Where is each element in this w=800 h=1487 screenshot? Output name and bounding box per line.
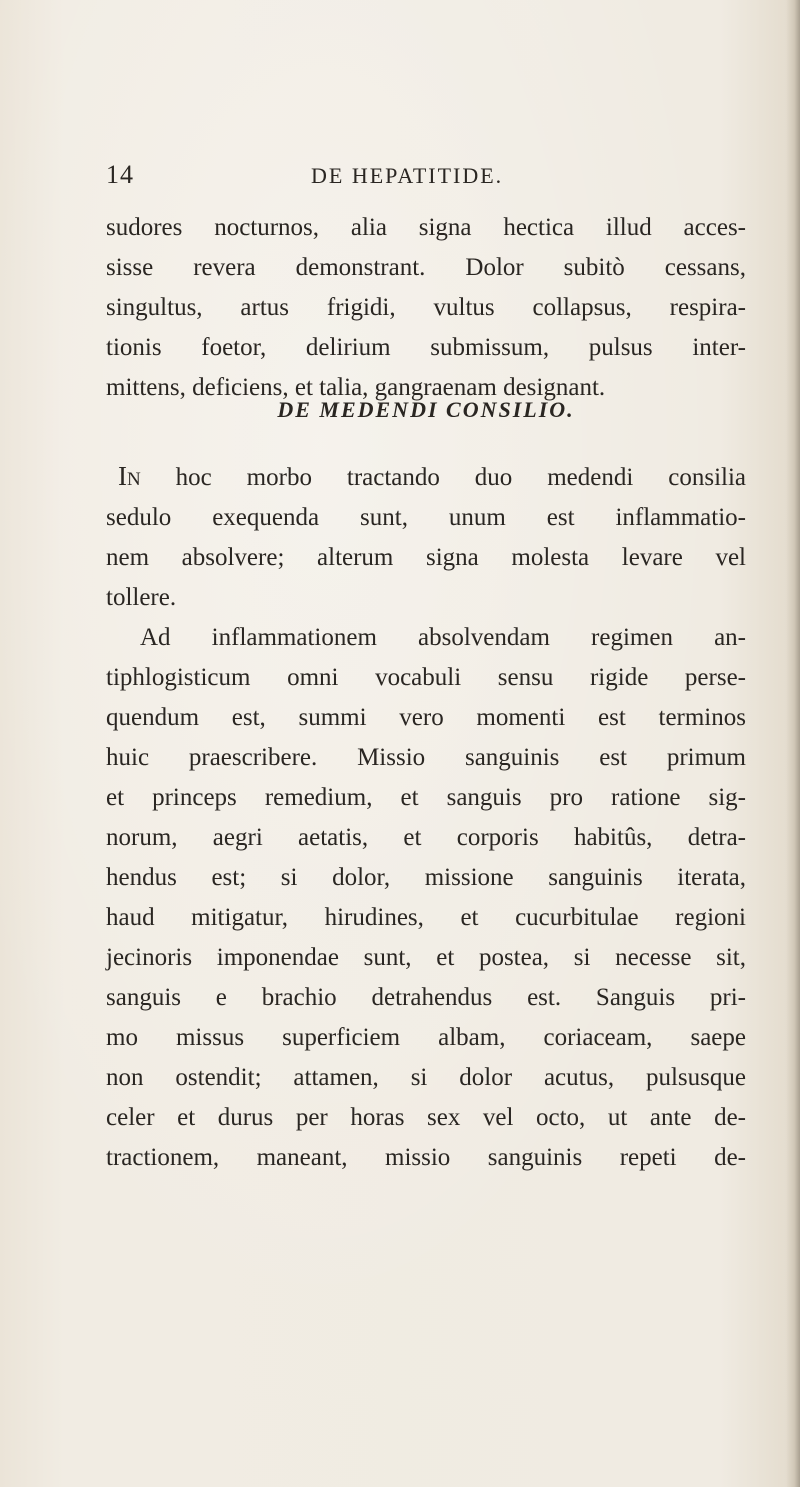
text-line: quendum est, summi vero momenti est terminos [106, 704, 746, 731]
text-line: sanguis e brachio detrahendus est. Sanguis pri- [106, 984, 746, 1011]
text-line: nem absolvere; alterum signa molesta levare vel [106, 544, 746, 571]
page-edge-shadow [786, 0, 800, 1487]
text-line: non ostendit; attamen, si dolor acutus, pulsusque [106, 1064, 746, 1091]
text-line: Ad inflammationem absolvendam regimen an- [140, 624, 746, 651]
running-head: DE HEPATITIDE. [311, 163, 504, 188]
page-header [106, 160, 736, 200]
text-line: tollere. [106, 584, 177, 611]
text-line: tractionem, maneant, missio sanguinis repeti de- [106, 1144, 746, 1171]
text-line: celer et durus per horas sex vel octo, ut ante de- [106, 1104, 746, 1131]
drop-word: In [118, 461, 141, 491]
page-number: 14 [106, 160, 134, 189]
text-line: tiphlogisticum omni vocabuli sensu rigide perse- [106, 664, 746, 691]
section-title: DE MEDENDI CONSILIO. [277, 397, 575, 422]
section-body [106, 456, 746, 1178]
text-line: sudores nocturnos, alia signa hectica illud acces- [106, 214, 746, 241]
text-line: huic praescribere. Missio sanguinis est primum [106, 744, 746, 771]
text-line: sisse revera demonstrant. Dolor subitò cessans, [106, 254, 746, 281]
text-line: hendus est; si dolor, missione sanguinis iterata, [106, 864, 746, 891]
text-line: mittens, deficiens, et talia, gangraenam designant. [106, 374, 606, 401]
text-line: tionis foetor, delirium submissum, pulsus inter- [106, 334, 746, 361]
text-line: jecinoris imponendae sunt, et postea, si necesse sit, [106, 944, 746, 971]
text-line: haud mitigatur, hirudines, et cucurbitulae regioni [106, 904, 746, 931]
paragraph-1 [106, 208, 746, 408]
text-line: sedulo exequenda sunt, unum est inflammatio- [106, 504, 746, 531]
text-line-rest: hoc morbo tractando duo medendi consilia [140, 464, 746, 491]
text-line: norum, aegri aetatis, et corporis habitûs, detra- [106, 824, 746, 851]
text-line: singultus, artus frigidi, vultus collapsus, respira- [106, 294, 746, 321]
text-line [106, 456, 746, 498]
text-line: mo missus superficiem albam, coriaceam, saepe [106, 1024, 746, 1051]
text-line: et princeps remedium, et sanguis pro ratione sig- [106, 784, 746, 811]
